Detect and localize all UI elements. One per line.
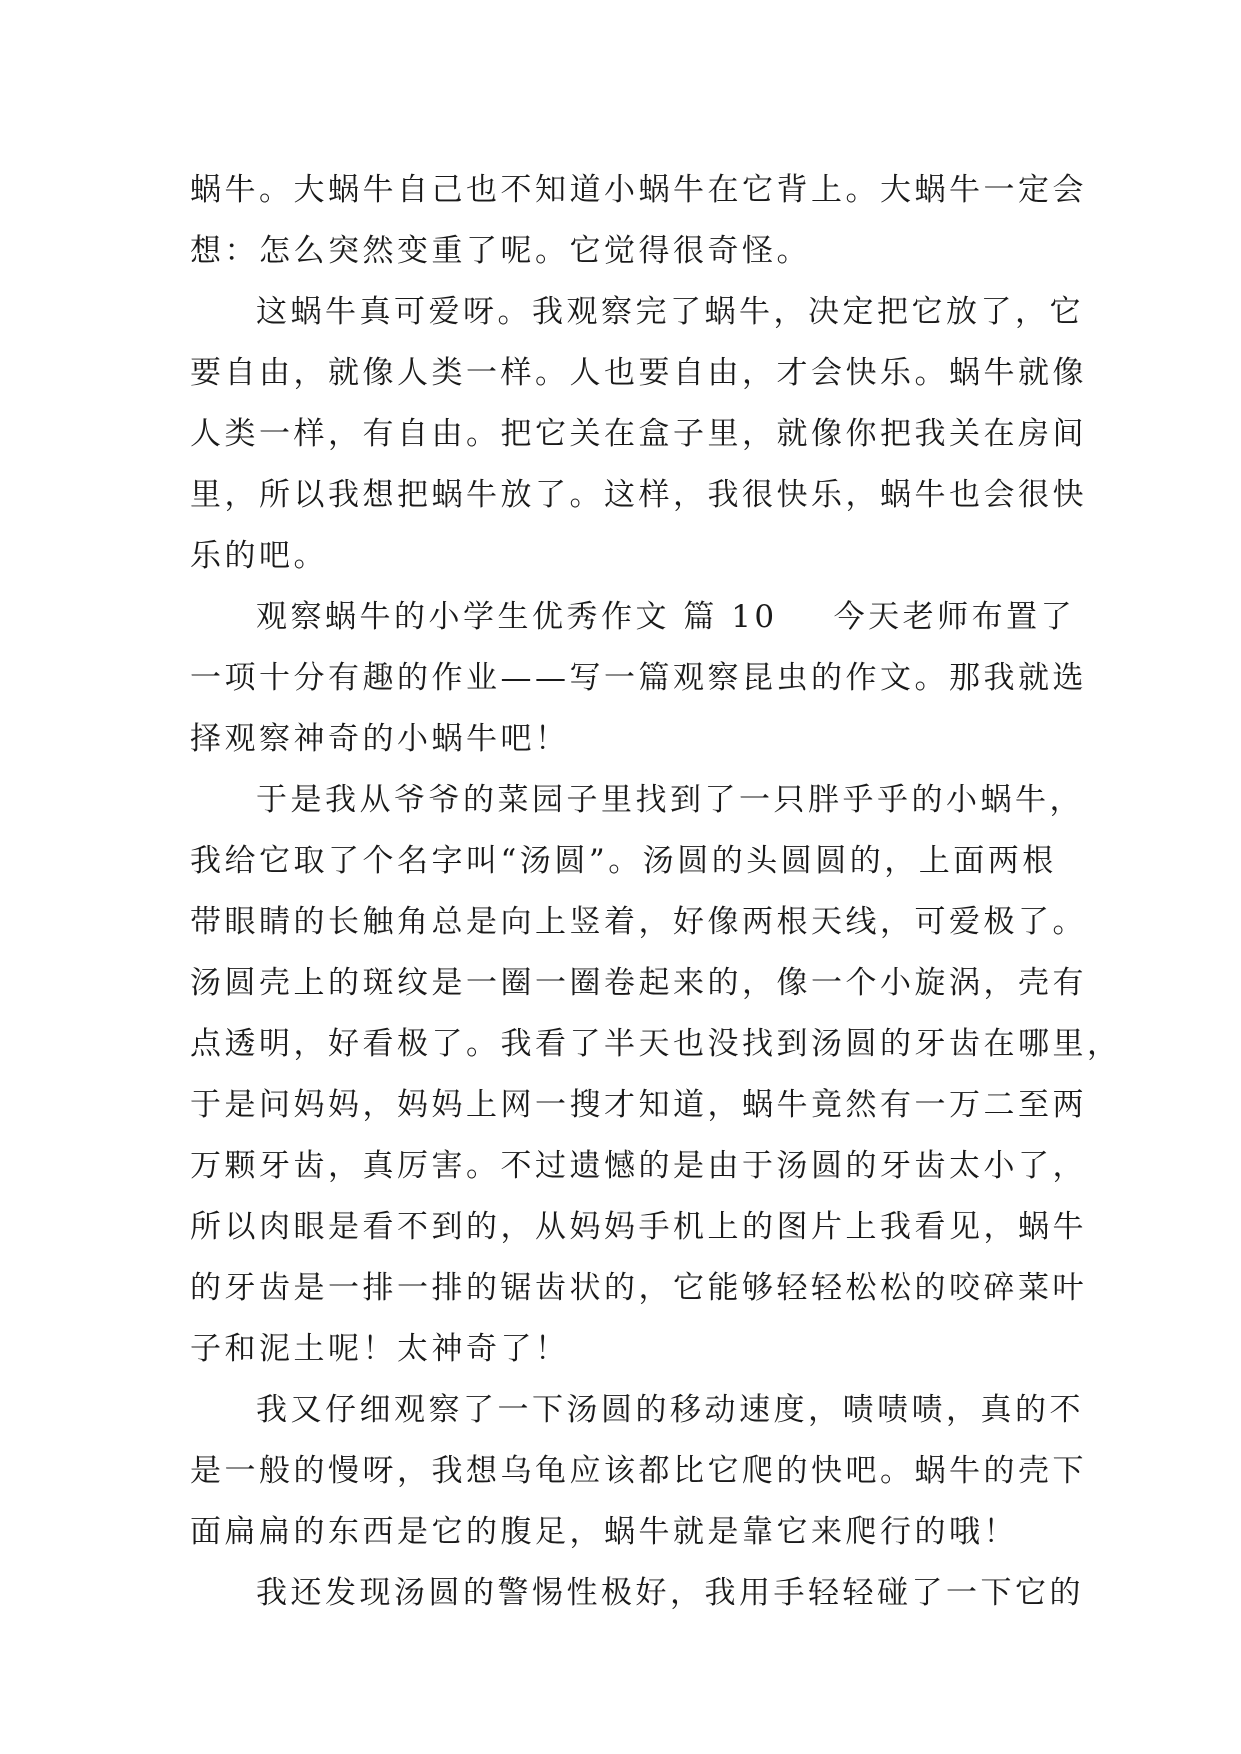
text-line: 点透明，好看极了。我看了半天也没找到汤圆的牙齿在哪里， bbox=[190, 1026, 1122, 1062]
text-line: 想：怎么突然变重了呢。它觉得很奇怪。 bbox=[190, 233, 811, 269]
text-line: 是一般的慢呀，我想乌龟应该都比它爬的快吧。蜗牛的壳下 bbox=[190, 1453, 1087, 1489]
document-page bbox=[190, 160, 1122, 1624]
text-line: 我给它取了个名字叫“汤圆”。汤圆的头圆圆的，上面两根 bbox=[190, 843, 1057, 879]
text-line: 于是问妈妈，妈妈上网一搜才知道，蜗牛竟然有一万二至两 bbox=[190, 1087, 1087, 1123]
text-line: 的牙齿是一排一排的锯齿状的，它能够轻轻松松的咬碎菜叶 bbox=[190, 1270, 1087, 1306]
text-line: 一项十分有趣的作业——写一篇观察昆虫的作文。那我就选 bbox=[190, 660, 1087, 696]
text-line: 里，所以我想把蜗牛放了。这样，我很快乐，蜗牛也会很快 bbox=[190, 477, 1087, 513]
text-line: 汤圆壳上的斑纹是一圈一圈卷起来的，像一个小旋涡，壳有 bbox=[190, 965, 1087, 1001]
section-heading: 观察蜗牛的小学生优秀作文 篇 10 bbox=[256, 599, 778, 635]
paragraph-start-line: 这蜗牛真可爱呀。我观察完了蜗牛，决定把它放了，它 bbox=[256, 294, 1084, 330]
text-line: 万颗牙齿，真厉害。不过遗憾的是由于汤圆的牙齿太小了， bbox=[190, 1148, 1087, 1184]
section-first-text: 今天老师布置了 bbox=[833, 599, 1076, 635]
text-line: 所以肉眼是看不到的，从妈妈手机上的图片上我看见，蜗牛 bbox=[190, 1209, 1087, 1245]
paragraph-start-line: 我又仔细观察了一下汤圆的移动速度，啧啧啧，真的不 bbox=[256, 1392, 1084, 1428]
text-line: 择观察神奇的小蜗牛吧！ bbox=[190, 721, 570, 757]
section-heading-line bbox=[190, 587, 1076, 648]
text-line: 子和泥土呢！太神奇了！ bbox=[190, 1331, 570, 1367]
paragraph-start-line: 于是我从爷爷的菜园子里找到了一只胖乎乎的小蜗牛， bbox=[256, 782, 1084, 818]
text-line: 人类一样，有自由。把它关在盒子里，就像你把我关在房间 bbox=[190, 416, 1087, 452]
text-line: 面扁扁的东西是它的腹足，蜗牛就是靠它来爬行的哦！ bbox=[190, 1514, 1018, 1550]
text-line: 要自由，就像人类一样。人也要自由，才会快乐。蜗牛就像 bbox=[190, 355, 1087, 391]
paragraph-start-line: 我还发现汤圆的警惕性极好，我用手轻轻碰了一下它的 bbox=[256, 1575, 1084, 1611]
text-line: 带眼睛的长触角总是向上竖着，好像两根天线，可爱极了。 bbox=[190, 904, 1087, 940]
text-line: 蜗牛。大蜗牛自己也不知道小蜗牛在它背上。大蜗牛一定会 bbox=[190, 172, 1087, 208]
text-line: 乐的吧。 bbox=[190, 538, 328, 574]
